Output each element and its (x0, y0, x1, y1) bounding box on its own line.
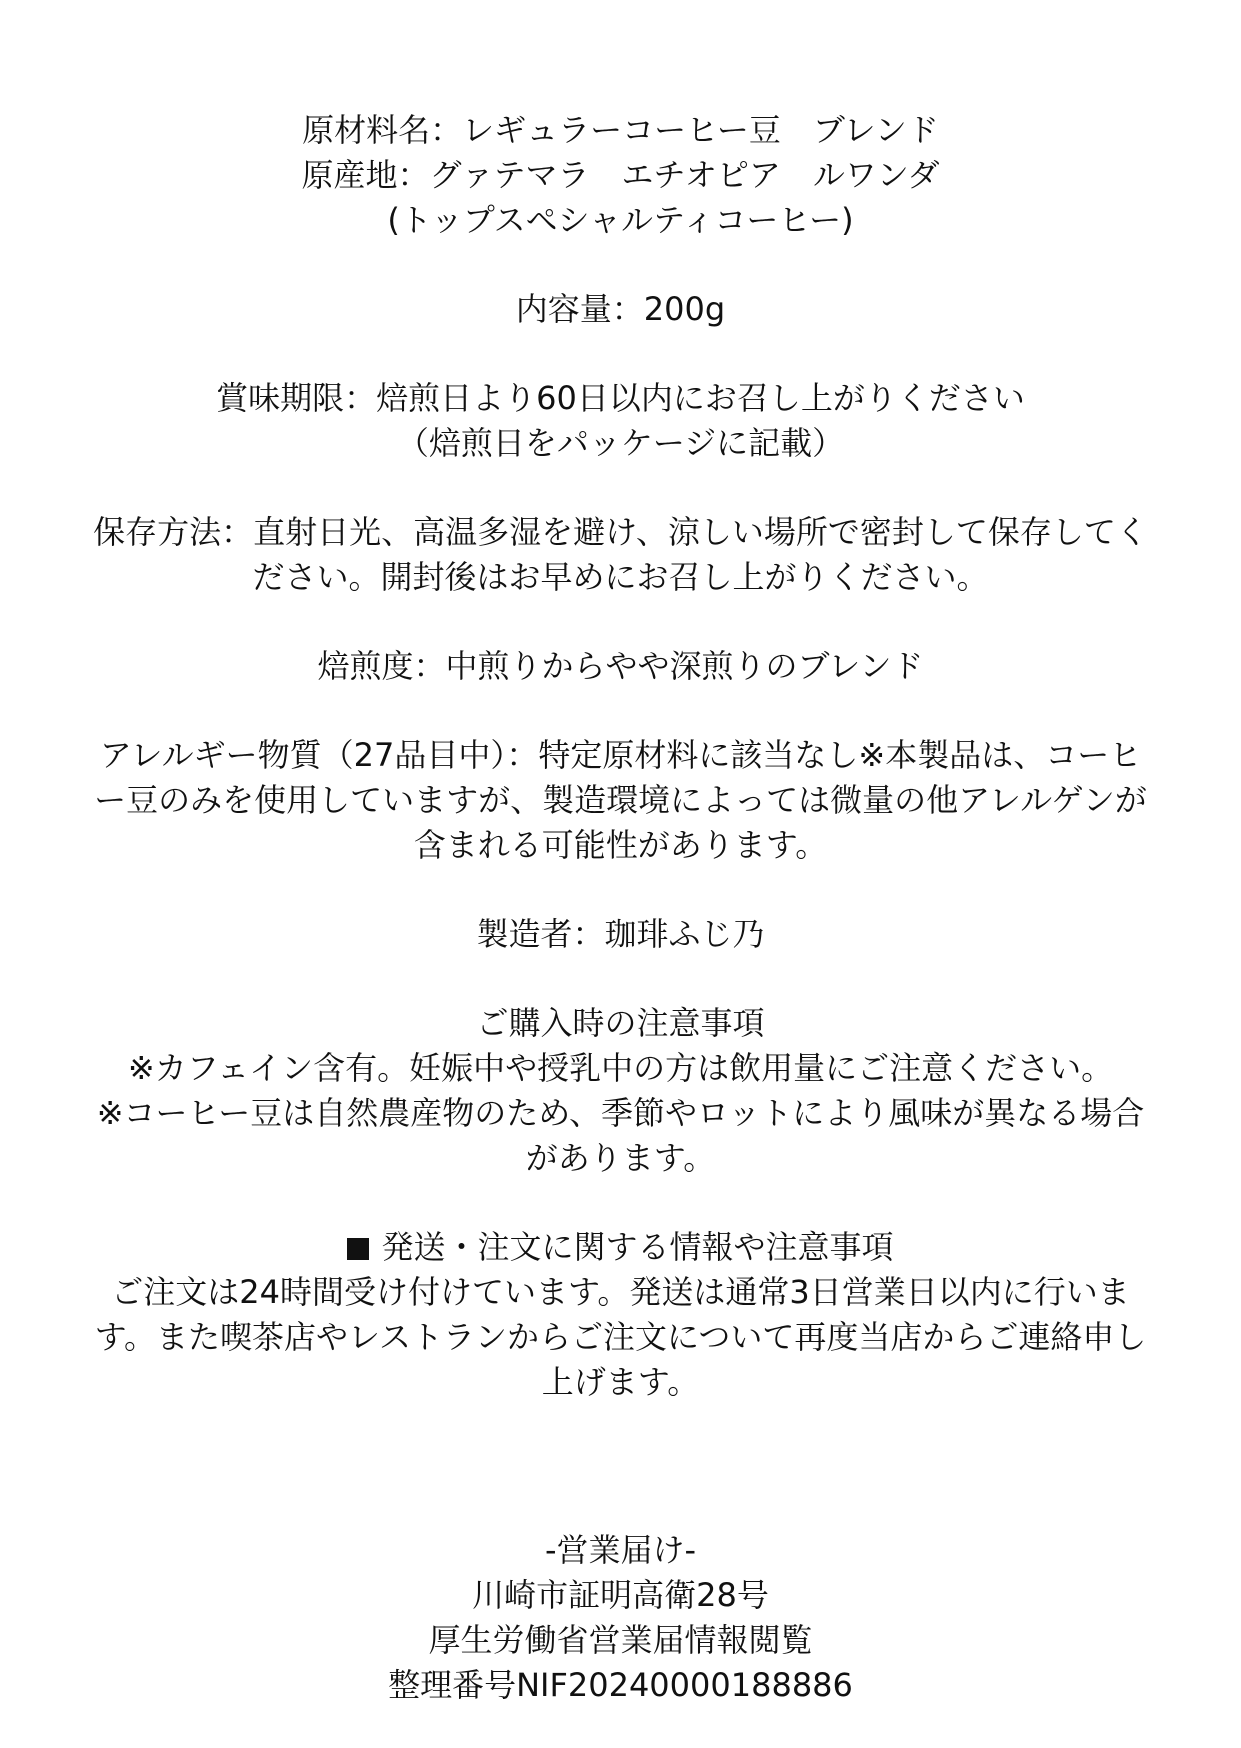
black-square-icon (347, 1238, 369, 1260)
storage-text-line2: ださい。開封後はお早めにお召し上がりください。 (252, 558, 989, 596)
allergen-text-line3: 含まれる可能性があります。 (413, 826, 828, 864)
caution-text-line2: ※コーヒー豆は自然農産物のため、季節やロットにより風味が異なる場合 (96, 1094, 1145, 1132)
shipping-heading-row (90, 1225, 1151, 1270)
spacer (90, 868, 1151, 912)
spacer (90, 600, 1151, 644)
allergen-text-line2: ー豆のみを使用していますが、製造環境によっては微量の他アレルゲンが (94, 781, 1147, 819)
spacer (90, 689, 1151, 733)
footer-registration-number: 整理番号NIF20240000188886 (388, 1666, 853, 1704)
shipping-text-line3: 上げます。 (541, 1363, 700, 1401)
allergen-text-line1: アレルギー物質（27品目中）：特定原材料に該当なし※本製品は、コーヒ (99, 736, 1142, 774)
spacer (90, 243, 1151, 287)
spacer (90, 957, 1151, 1001)
spacer (90, 332, 1151, 376)
origin-note-text: (トップスペシャルティコーヒー) (387, 201, 854, 239)
caution-heading: ご購入時の注意事項 (476, 1004, 765, 1042)
footer-address: 川崎市証明高衛28号 (472, 1576, 769, 1614)
business-registration-footer (0, 1528, 1241, 1708)
content-amount-text: 内容量：200g (515, 290, 726, 328)
spacer (90, 466, 1151, 510)
manufacturer-text: 製造者：珈琲ふじ乃 (476, 915, 765, 953)
shipping-text-line2: す。また喫茶店やレストランからご注文について再度当店からご連絡申し (94, 1318, 1147, 1356)
best-before-text: 賞味期限：焙煎日より60日以内にお召し上がりください (216, 379, 1025, 417)
caution-text-line3: があります。 (525, 1139, 716, 1177)
caution-text-line1: ※カフェイン含有。妊娠中や授乳中の方は飲用量にご注意ください。 (127, 1049, 1114, 1087)
footer-title: -営業届け- (544, 1531, 697, 1569)
roast-level-text: 焙煎度：中煎りからやや深煎りのブレンド (317, 647, 924, 685)
origin-text: 原産地：グァテマラ エチオピア ルワンダ (301, 156, 940, 194)
footer-ministry: 厚生労働省営業届情報閲覧 (428, 1621, 813, 1659)
best-before-note-text: （焙煎日をパッケージに記載） (396, 424, 845, 462)
shipping-heading: 発送・注文に関する情報や注意事項 (381, 1228, 894, 1266)
storage-text-line1: 保存方法：直射日光、高温多湿を避け、涼しい場所で密封して保存してく (93, 513, 1148, 551)
shipping-text-line1: ご注文は24時間受け付けています。発送は通常3日営業日以内に行いま (111, 1273, 1130, 1311)
spacer (90, 1181, 1151, 1225)
ingredients-text: 原材料名：レギュラーコーヒー豆 ブレンド (302, 111, 939, 149)
